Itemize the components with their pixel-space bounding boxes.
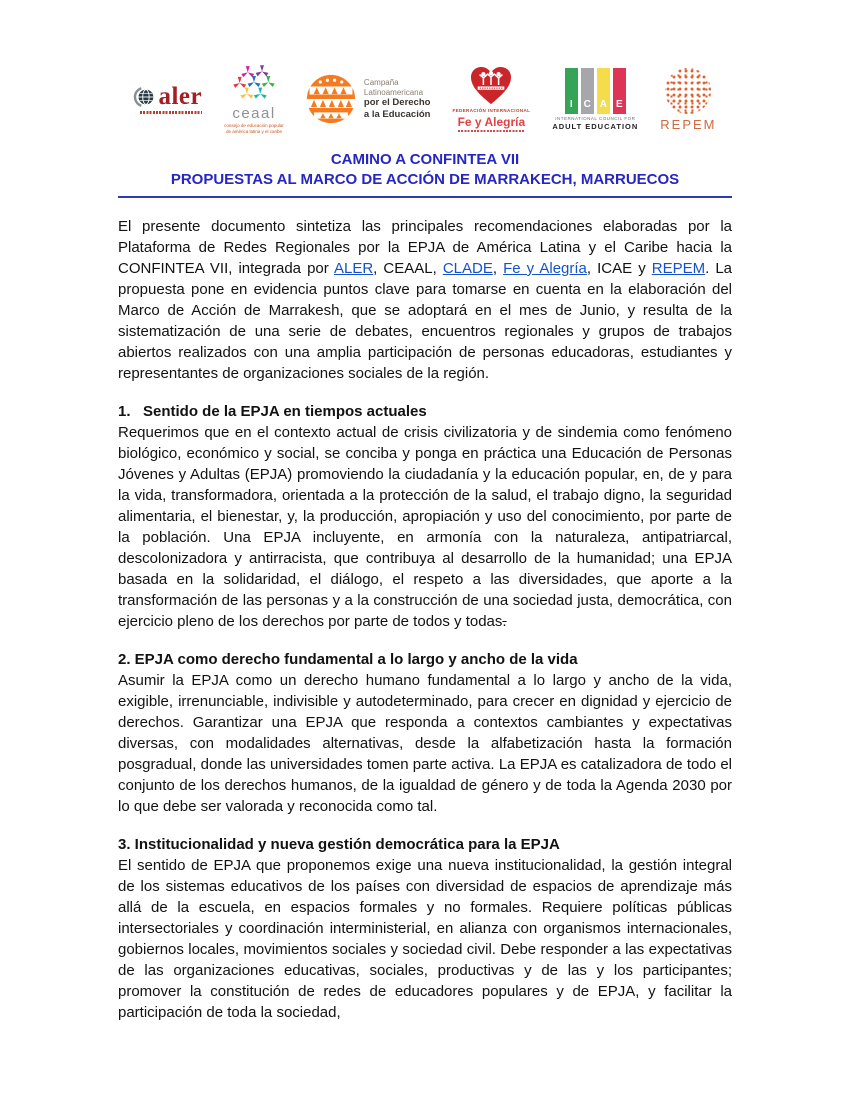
section-2-text: Asumir la EPJA como un derecho humano fundamental a lo largo y ancho de la vida, exigible, irrenunciable, indivisible y autodeterminado, para crecer en dignidad y ejercicio de derechos. Garantizar una EPJA que responda a contextos cambiantes y expectativas diversas, con modalidades alternativas, desde la alfabetización hasta la formación posgradual, donde las universidades tomen parte activa. La EPJA es catalizadora de todo el conjunto de los derechos humanos, de la igualdad de género y de toda la Agenda 2030 por lo que debe ser valorada y reconocida como tal. xyxy=(118,672,732,815)
icae-title: ADULT EDUCATION xyxy=(552,121,639,131)
icae-letter-i: I xyxy=(569,99,573,110)
intro-text-3: , xyxy=(492,260,504,277)
link-clade[interactable]: CLADE xyxy=(442,260,493,277)
clade-line1: Campaña xyxy=(363,78,399,87)
clade-logo xyxy=(306,74,431,124)
icae-logo xyxy=(552,68,638,130)
icae-bar-gray xyxy=(581,68,594,114)
ceaal-tagline xyxy=(224,123,284,134)
title-line2: PROPUESTAS AL MARCO DE ACCIÓN DE MARRAKECH, MARRUECOS xyxy=(170,171,680,188)
title-divider xyxy=(118,196,732,198)
aler-wordmark-row xyxy=(133,84,202,109)
ceaal-figures-icon xyxy=(229,64,279,104)
intro-text-5: . La propuesta pone en evidencia puntos clave para tomarse en cuenta en la elaboración del Marco de Acción de Marrakesh, que se adoptará en el mes de Junio, y resulta de la sistematización de una serie de debates, encuentros regionales y grupos de trabajos abiertos realizados con una amplia participación de personas educadoras, estudiantes y representantes de organizaciones sociales de la región. xyxy=(118,260,733,382)
icae-bar-yellow xyxy=(597,68,610,114)
heart-icon xyxy=(469,66,513,106)
repem-logo xyxy=(660,68,716,131)
section-1-heading: 1. Sentido de la EPJA en tiempos actuales xyxy=(118,403,427,420)
aler-wordmark: aler xyxy=(158,83,203,111)
clade-line2: Latinoamericana xyxy=(363,87,424,97)
ceaal-tagline-line2: de américa latina y el caribe xyxy=(226,128,283,134)
intro-paragraph xyxy=(118,216,732,384)
ceaal-logo xyxy=(224,64,284,134)
icae-bar-red xyxy=(613,68,626,114)
document-title xyxy=(118,150,732,190)
fe-y-alegria-logo xyxy=(452,66,530,132)
intro-text-1: El presente documento sintetiza las principales recomendaciones elaboradas por la Plataforma de Redes Regionales por la EPJA de América Latina y el Caribe hacia la CONFINTEA VII, integrada por xyxy=(118,218,732,277)
ceaal-wordmark: ceaal xyxy=(232,105,276,122)
globe-icon xyxy=(133,86,157,108)
document-content xyxy=(118,150,732,1023)
icae-subtitle: INTERNATIONAL COUNCIL FOR xyxy=(555,116,636,121)
icae-bar-green xyxy=(565,68,578,114)
link-fe-y-alegria[interactable]: Fe y Alegría xyxy=(503,260,587,277)
icae-letter-c: C xyxy=(583,99,591,110)
logo-row xyxy=(0,0,850,142)
ceaal-tagline-line1: consejo de educación popular xyxy=(224,123,284,128)
clade-line3: por el Derecho xyxy=(363,97,431,108)
section-3-heading: 3. Institucionalidad y nueva gestión democrática para la EPJA xyxy=(118,836,560,853)
struck-period: . xyxy=(502,613,507,630)
section-2-paragraph xyxy=(118,670,732,817)
aler-tagline-microtext xyxy=(140,111,202,114)
section-1-text: Requerimos que en el contexto actual de crisis civilizatoria y de sindemia como fenómeno biológico, económico y social, se conciba y ponga en práctica una Educación de Personas Jóvenes y Adultas (EPJA) promoviendo la ciudadanía y la educación popular, en, de y para la vida, transformadora, orientada a la protección de la salud, el trabajo digno, la seguridad alimentaria, el bienestar, y, la producción, apropiación y uso del conocimiento, por parte de la población. Una EPJA incluyente, en armonía con la naturaleza, antipatriarcal, descolonizadora y antirracista, que contribuya al desarrollo de la humanidad; una EPJA basada en la solidaridad, el diálogo, el respeto a las diversidades, que aporte a la transformación de las personas y a la construcción de una sociedad justa, democrática, con ejercicio pleno de los derechos por parte de todos y todas xyxy=(118,424,732,630)
icae-letter-e: E xyxy=(615,99,623,110)
intro-text-2: , CEAAL, xyxy=(373,260,443,277)
clade-line4: a la Educación xyxy=(363,108,431,120)
section-3-paragraph xyxy=(118,855,732,1023)
repem-dots-icon xyxy=(665,68,711,114)
link-aler[interactable]: ALER xyxy=(333,260,374,277)
fya-federation-label: FEDERACIÓN INTERNACIONAL xyxy=(452,108,531,114)
aler-logo xyxy=(133,84,202,114)
link-repem[interactable]: REPEM xyxy=(651,260,706,277)
icae-bars-icon xyxy=(565,68,626,114)
icae-letter-a: A xyxy=(599,99,607,110)
fya-tagline-microtext xyxy=(458,130,524,132)
section-1-paragraph xyxy=(118,422,732,632)
section-3-text: El sentido de EPJA que proponemos exige una nueva institucionalidad, la gestión integral de los sistemas educativos de los países con diversidad de espacios de aprendizaje más allá de la escuela, en espacios formales y no formales. Requiere políticas públicas intersectoriales y coordinación interministerial, en alianza con organismos internacionales, gobiernos locales, movimientos sociales y sociedad civil. Debe responder a las expectativas de las organizaciones educativas, sociales, productivas y de las y los participantes; promover la constitución de redes de educadores populares y de EPJA, y facilitar la participación de toda la sociedad, xyxy=(118,857,732,1021)
clade-text xyxy=(364,78,431,120)
section-2-heading: 2. EPJA como derecho fundamental a lo largo y ancho de la vida xyxy=(118,651,578,668)
title-line1: CAMINO A CONFINTEA VII xyxy=(330,151,520,168)
repem-wordmark: REPEM xyxy=(660,116,717,132)
sun-figures-icon xyxy=(306,74,356,124)
fya-wordmark: Fe y Alegría xyxy=(457,114,526,129)
intro-text-4: , ICAE y xyxy=(586,260,652,277)
